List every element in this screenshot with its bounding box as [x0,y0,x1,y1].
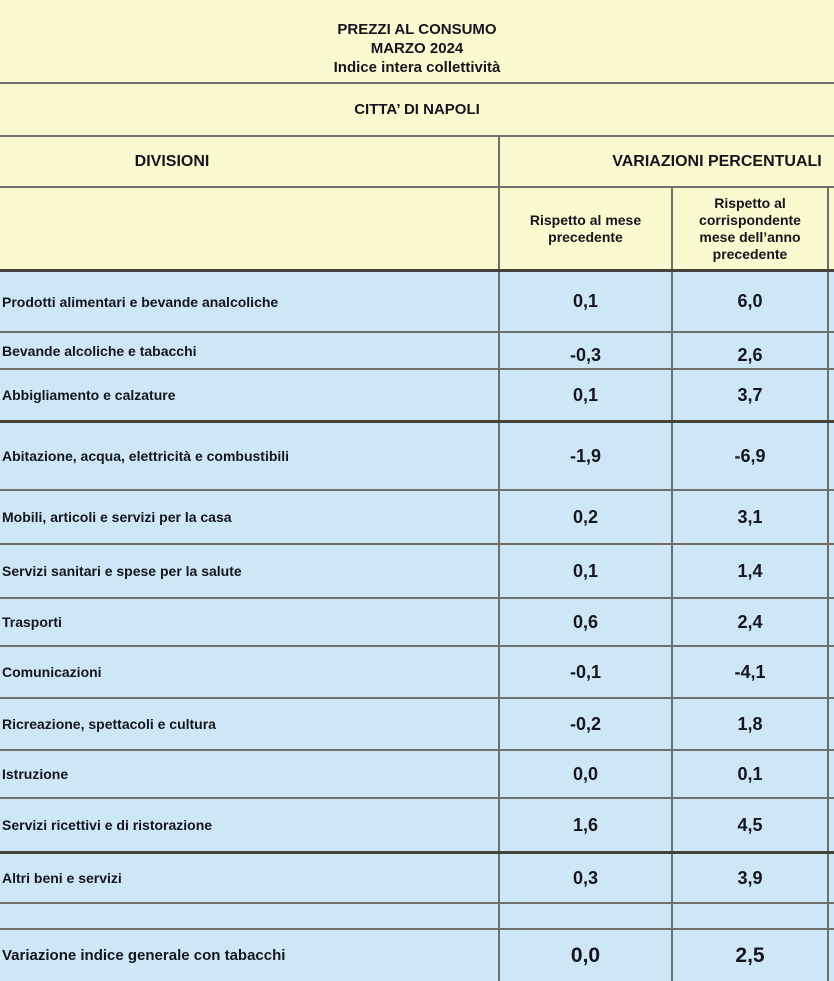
total-row [0,930,834,981]
empty-row [0,904,834,930]
row-label: Comunicazioni [0,647,500,697]
row-yoy-value: 6,0 [673,272,829,331]
row-label: Istruzione [0,751,500,797]
document-header [0,0,834,84]
row-mom-value: 0,1 [500,272,673,331]
table-row [0,799,834,854]
column-header-row [0,137,834,188]
row-label: Prodotti alimentari e bevande analcoliche [0,272,500,331]
table-right-edge-sliver [829,799,834,851]
empty-mom-cell [500,904,673,928]
sub-header-yoy [673,188,829,269]
title-line-3: Indice intera collettività [333,59,501,76]
row-label: Servizi sanitari e spese per la salute [0,545,500,597]
row-yoy-value: -6,9 [673,423,829,489]
row-label: Abbigliamento e calzature [0,370,500,420]
table-right-edge-sliver [829,904,834,928]
row-mom-value: 0,1 [500,370,673,420]
table-right-edge-sliver [829,545,834,597]
row-label: Bevande alcoliche e tabacchi [0,333,500,368]
data-rows [0,272,834,904]
row-mom-value: 0,1 [500,545,673,597]
table-right-edge-sliver [829,647,834,697]
row-mom-value: -0,1 [500,647,673,697]
row-label: Trasporti [0,599,500,645]
table-right-edge-sliver [829,854,834,902]
row-yoy-value: 3,9 [673,854,829,902]
row-mom-value: 0,2 [500,491,673,543]
row-yoy-value: 2,6 [673,333,829,368]
empty-yoy-cell [673,904,829,928]
table-right-edge-sliver [829,370,834,420]
table-right-edge-sliver [829,751,834,797]
table-right-edge-sliver [829,272,834,331]
row-yoy-value: 1,4 [673,545,829,597]
title-line-1: PREZZI AL CONSUMO [337,21,497,38]
table-right-edge-sliver [829,599,834,645]
table-row [0,751,834,799]
row-mom-value: 0,3 [500,854,673,902]
row-mom-value: -0,3 [500,333,673,368]
row-yoy-value: 0,1 [673,751,829,797]
sub-header-mom [500,188,673,269]
table-row [0,699,834,751]
table-row [0,599,834,647]
row-mom-value: -0,2 [500,699,673,749]
sub-header-yoy-label: Rispetto al corrispondente mese dell’anno precedente [699,194,801,262]
row-yoy-value: 3,7 [673,370,829,420]
city-header-row [0,84,834,137]
row-yoy-value: 3,1 [673,491,829,543]
row-mom-value: -1,9 [500,423,673,489]
table-row [0,545,834,599]
row-yoy-value: 2,4 [673,599,829,645]
row-mom-value: 0,0 [500,751,673,797]
row-label: Altri beni e servizi [0,854,500,902]
table-row [0,854,834,904]
row-mom-value: 0,6 [500,599,673,645]
column-header-divisioni: DIVISIONI [0,137,500,186]
table-right-edge-sliver [829,699,834,749]
sub-header-row [0,188,834,272]
row-mom-value: 1,6 [500,799,673,851]
city-name: CITTA’ DI NAPOLI [354,101,480,118]
empty-label-cell [0,904,500,928]
table-right-edge-sliver [829,930,834,981]
table-row [0,491,834,545]
table-right-edge-sliver [829,188,834,269]
row-label: Ricreazione, spettacoli e cultura [0,699,500,749]
table-row [0,333,834,370]
column-header-variazioni: VARIAZIONI PERCENTUALI [612,152,822,170]
table-right-edge-sliver [829,333,834,368]
row-yoy-value: -4,1 [673,647,829,697]
table-row [0,647,834,699]
total-row-label: Variazione indice generale con tabacchi [0,930,500,981]
table-row [0,370,834,423]
table-row [0,423,834,491]
row-yoy-value: 4,5 [673,799,829,851]
row-label: Abitazione, acqua, elettricità e combustibili [0,423,500,489]
total-yoy-value: 2,5 [673,930,829,981]
sub-header-empty-cell [0,188,500,269]
row-label: Mobili, articoli e servizi per la casa [0,491,500,543]
table-right-edge-sliver [829,423,834,489]
table-row [0,272,834,333]
row-yoy-value: 1,8 [673,699,829,749]
title-line-2: MARZO 2024 [370,40,464,57]
sub-header-mom-label: Rispetto al mese precedente [529,211,642,245]
total-mom-value: 0,0 [500,930,673,981]
row-label: Servizi ricettivi e di ristorazione [0,799,500,851]
table-right-edge-sliver [829,491,834,543]
